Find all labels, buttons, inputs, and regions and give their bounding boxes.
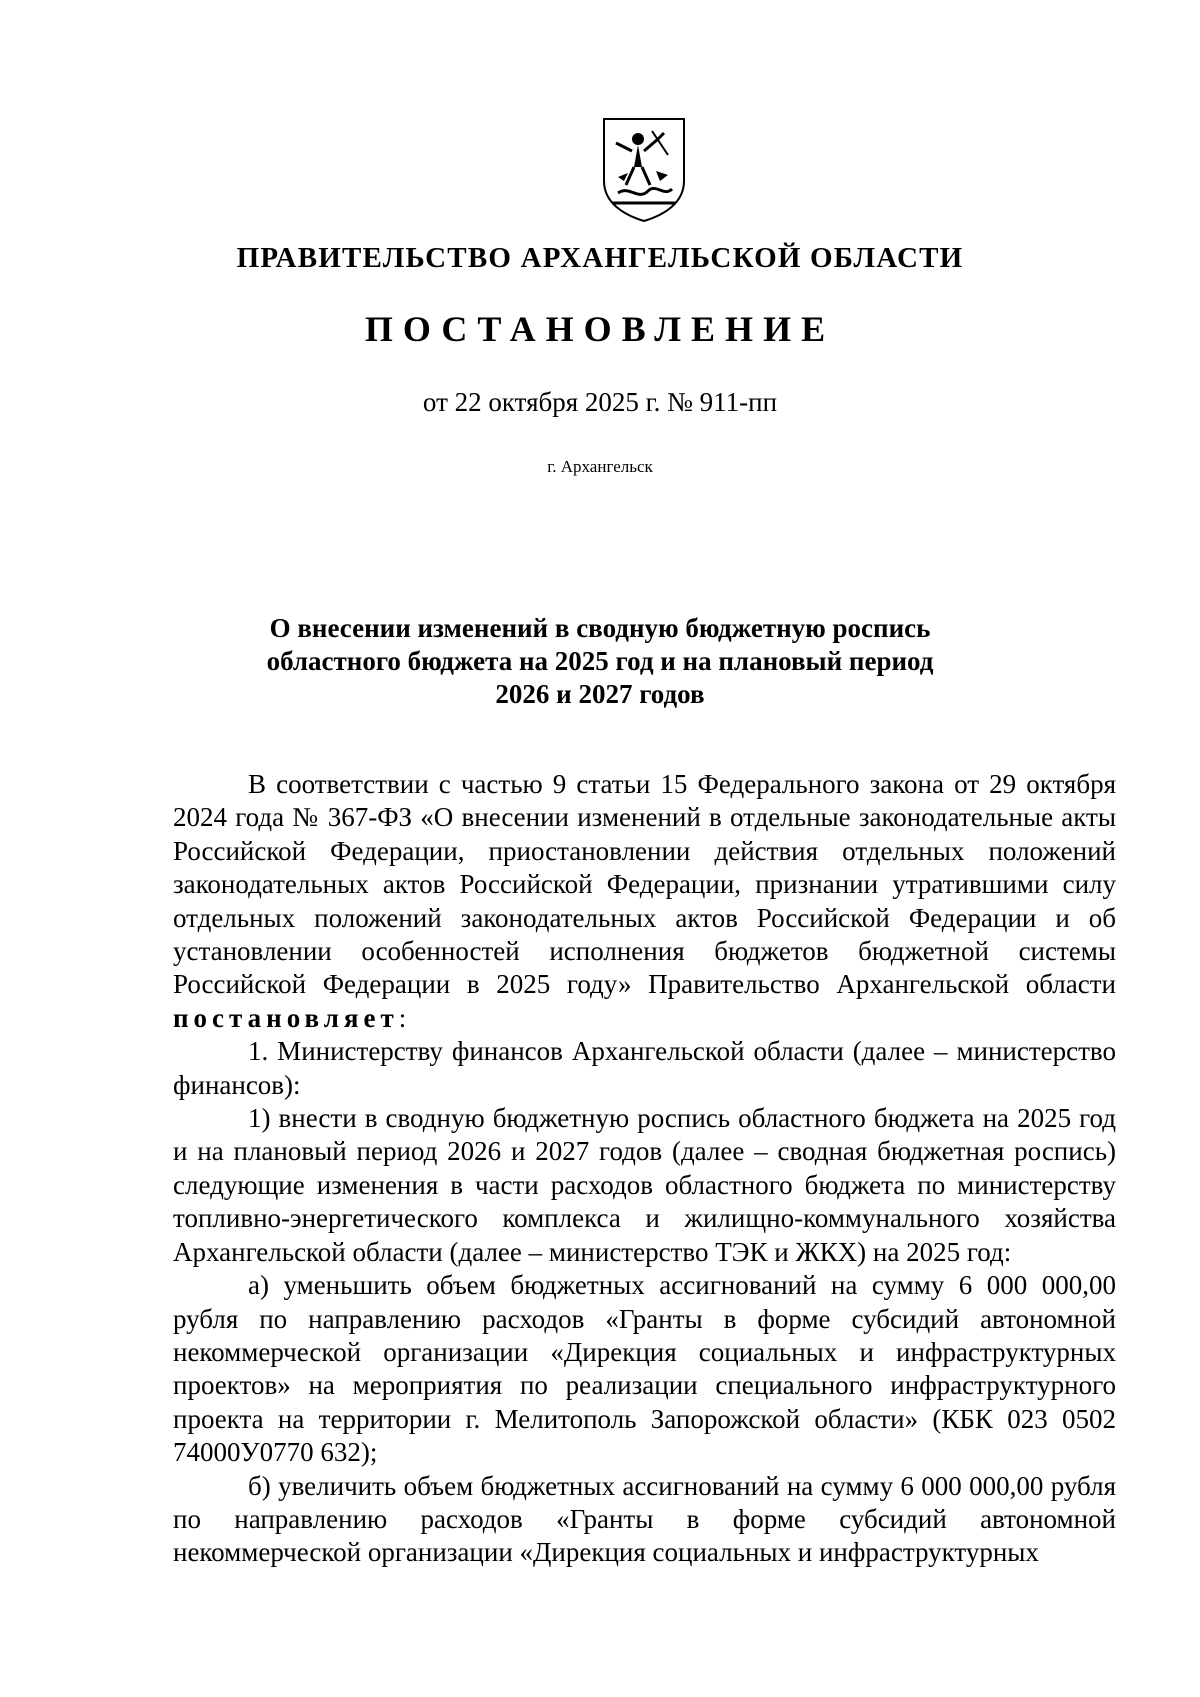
paragraph: б) увеличить объем бюджетных ассигнований на сумму 6 000 000,00 рубля по направлению расходов «Гранты в форме субсидий автономной некоммерческой организации «Дирекция социальных и инфраструктурных bbox=[173, 1470, 1116, 1568]
document-type: ПОСТАНОВЛЕНИЕ bbox=[364, 309, 836, 349]
decree-suffix: : bbox=[398, 1002, 407, 1033]
preamble-paragraph bbox=[173, 768, 1116, 1035]
date-number: от 22 октября 2025 г. № 911-пп bbox=[422, 387, 778, 417]
paragraph: а) уменьшить объем бюджетных ассигнований на сумму 6 000 000,00 рубля по направлению расходов «Гранты в форме субсидий автономной некоммерческой организации «Дирекция социальных и инфраструктурных проектов» на мероприятия по реализации специального инфраструктурного проекта на территории г. Мелитополь Запорожской области» (КБК 023 0502 74000У0770 632); bbox=[173, 1270, 1116, 1468]
coat-of-arms-emblem bbox=[598, 115, 690, 223]
paragraph: 1. Министерству финансов Архангельской области (далее – министерство финансов): bbox=[173, 1036, 1116, 1100]
document-title bbox=[0, 612, 1200, 711]
title-line: 2026 и 2027 годов bbox=[495, 679, 705, 709]
decree-word: постановляет bbox=[173, 1002, 399, 1033]
paragraph: 1) внести в сводную бюджетную роспись областного бюджета на 2025 год и на плановый период 2026 и 2027 годов (далее – сводная бюджетная роспись) следующие изменения в части расходов областного бюджета по министерству топливно-энергетического комплекса и жилищно-коммунального хозяйства Архангельской области (далее – министерство ТЭК и ЖКХ) на 2025 год: bbox=[173, 1103, 1116, 1267]
title-line: О внесении изменений в сводную бюджетную роспись bbox=[269, 613, 931, 643]
document-body bbox=[173, 768, 1116, 1570]
city: г. Архангельск bbox=[547, 457, 653, 476]
title-line: областного бюджета на 2025 год и на плановый период bbox=[266, 646, 934, 676]
organization-name: ПРАВИТЕЛЬСТВО АРХАНГЕЛЬСКОЙ ОБЛАСТИ bbox=[236, 242, 964, 274]
preamble-text: В соответствии с частью 9 статьи 15 Федерального закона от 29 октября 2024 года № 367-ФЗ «О внесении изменений в отдельные законодательные акты Российской Федерации, приостановлении действия отдельных положений законодательных актов Российской Федерации, признании утратившими силу отдельных положений законодательных актов Российской Федерации и об установлении особенностей исполнения бюджетов бюджетной системы Российской Федерации в 2025 году» Правительство Архангельской области bbox=[173, 769, 1116, 1000]
